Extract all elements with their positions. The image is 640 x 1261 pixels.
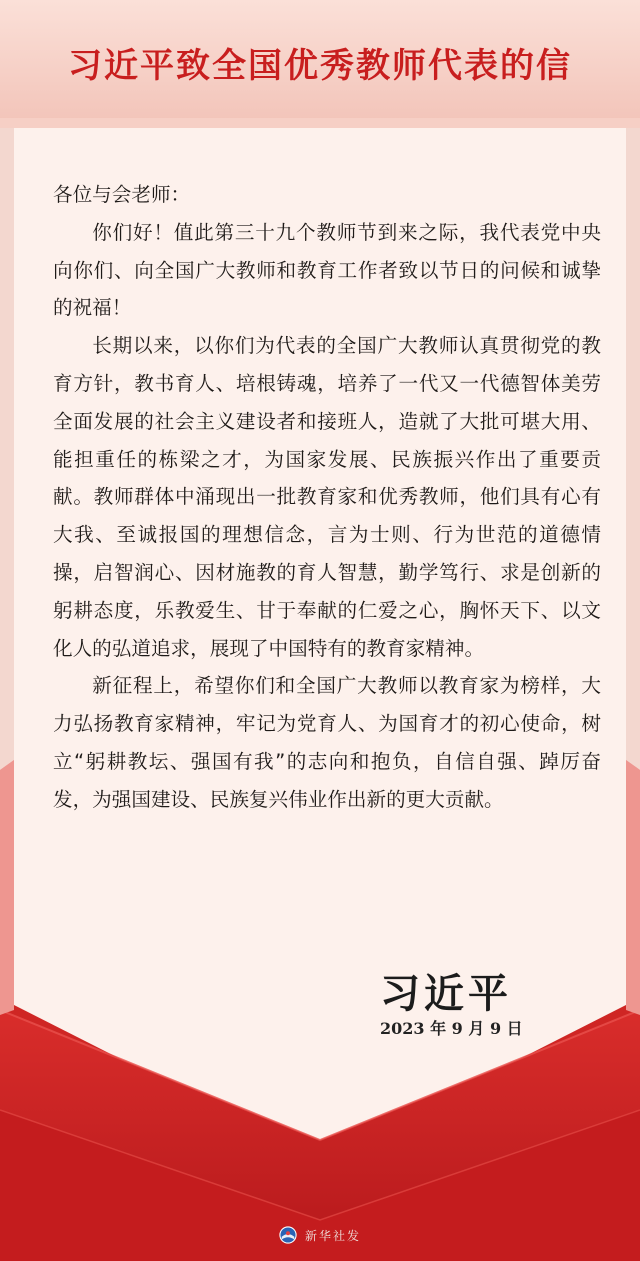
footer-credit bbox=[0, 1226, 640, 1244]
letter-paragraph: 新征程上，希望你们和全国广大教师以教育家为榜样，大力弘扬教育家精神，牢记为党育人、为国育才的初心使命，树立“躬耕教坛、强国有我”的志向和抱负，自信自强、踔厉奋发，为强国建设、民族复兴伟业作出新的更大贡献。 bbox=[53, 674, 601, 811]
xinhua-globe-icon bbox=[279, 1226, 297, 1244]
page-title: 习近平致全国优秀教师代表的信 bbox=[68, 46, 572, 86]
letter-date: 2023 年 9 月 9 日 bbox=[380, 1019, 523, 1038]
signature: 习近平 bbox=[380, 970, 512, 1017]
footer-text: 新华社发 bbox=[304, 1228, 361, 1243]
letter-greeting: 各位与会老师： bbox=[53, 183, 191, 206]
letter-paragraph: 长期以来，以你们为代表的全国广大教师认真贯彻党的教育方针，教书育人、培根铸魂，培养了一代又一代德智体美劳全面发展的社会主义建设者和接班人，造就了大批可堪大用、能担重任的栋梁之才，为国家发展、民族振兴作出了重要贡献。教师群体中涌现出一批教育家和优秀教师，他们具有心有大我、至诚报国的理想信念，言为士则、行为世范的道德情操，启智润心、因材施教的育人智慧，勤学笃行、求是创新的躬耕态度，乐教爱生、甘于奉献的仁爱之心，胸怀天下、以文化人的弘道追求，展现了中国特有的教育家精神。 bbox=[53, 334, 601, 660]
letter-body bbox=[53, 176, 601, 819]
letter-paragraph: 你们好！值此第三十九个教师节到来之际，我代表党中央向你们、向全国广大教师和教育工作者致以节日的问候和诚挚的祝福！ bbox=[53, 220, 601, 320]
